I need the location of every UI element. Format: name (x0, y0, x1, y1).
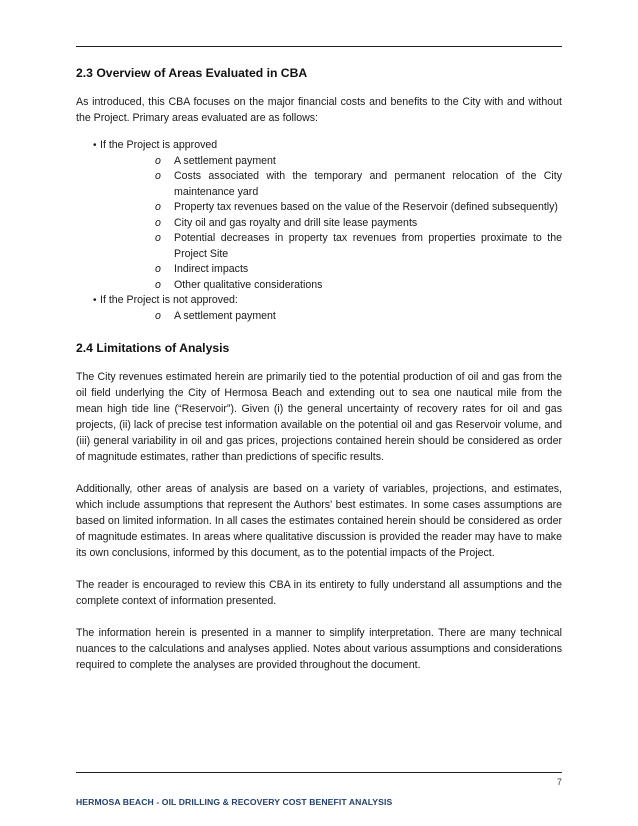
sub-list-item: o Potential decreases in property tax revenues from properties proximate to the Project Site (155, 232, 562, 260)
section-2-3-intro: As introduced, this CBA focuses on the major financial costs and benefits to the City with and without the Project. Primary areas evaluated are as follows: (76, 96, 562, 124)
list-item-not-approved (76, 293, 562, 324)
limitations-paragraph: The reader is encouraged to review this CBA in its entirety to fully understand all assumptions and the complete context of information presented. (76, 579, 562, 607)
not-approved-label: If the Project is not approved: (100, 294, 238, 306)
list-item-approved (76, 138, 562, 293)
limitations-paragraph: Additionally, other areas of analysis are based on a variety of variables, projections, and estimates, which include assumptions that represent the Authors' best estimates. In some cases assumptions are based on limited information. In all cases the estimates contained herein should be considered as order of magnitude estimates. In areas where qualitative discussion is provided the reader may have to make its own conclusions, informed by this document, as to the potential impacts of the Project. (76, 483, 562, 559)
section-2-3-heading: 2.3 Overview of Areas Evaluated in CBA (76, 66, 308, 80)
sub-bullet-icon: o (155, 154, 161, 167)
sub-list-item: o Costs associated with the temporary and permanent relocation of the City maintenance yard (155, 170, 562, 198)
page-number: 7 (556, 777, 562, 788)
sub-list-item: o City oil and gas royalty and drill site lease payments (100, 216, 562, 232)
sub-bullet-icon: o (155, 201, 161, 213)
limitations-paragraph: The City revenues estimated herein are primarily tied to the potential production of oil and gas from the oil field underlying the City of Hermosa Beach and extending out to sea one nautical mile from the mean high tide line (“Reservoir”). Given (i) the general uncertainty of recovery rates for oil and gas projects, (ii) lack of precise test information available on the potential oil and gas Reservoir volume, and (iii) general variability in oil and gas prices, projections contained herein should be considered as order of magnitude estimates, rather than predictions of specific results. (76, 371, 562, 463)
approved-label: If the Project is approved (100, 139, 218, 151)
sub-bullet-icon: o (155, 278, 161, 291)
not-approved-sublist (100, 309, 562, 325)
sub-list-item: o Indirect impacts (100, 262, 562, 278)
sub-bullet-icon: o (155, 263, 161, 275)
sub-bullet-icon: o (155, 216, 161, 229)
header-rule (76, 46, 562, 47)
sub-list-item: o Property tax revenues based on the value of the Reservoir (defined subsequently) (100, 200, 562, 216)
sub-list-item: o Other qualitative considerations (100, 278, 562, 294)
limitations-paragraph: The information herein is presented in a manner to simplify interpretation. There are many technical nuances to the calculations and analyses applied. Notes about various assumptions and considerations required to complete the analyses are provided throughout the document. (76, 627, 562, 671)
bullet-icon: • (93, 140, 97, 151)
approved-sublist (100, 154, 562, 294)
sub-bullet-icon: o (155, 170, 161, 182)
sub-bullet-icon: o (155, 309, 161, 322)
section-2-4-heading: 2.4 Limitations of Analysis (76, 341, 230, 355)
sub-list-item: o A settlement payment (100, 309, 562, 325)
sub-list-item: o A settlement payment (100, 154, 562, 170)
areas-evaluated-list (76, 138, 562, 324)
bullet-icon: • (93, 295, 97, 306)
sub-bullet-icon: o (155, 232, 161, 244)
page-content (76, 62, 562, 673)
footer-title: HERMOSA BEACH - OIL DRILLING & RECOVERY COST BENEFIT ANALYSIS (76, 797, 393, 807)
footer-rule (76, 772, 562, 773)
